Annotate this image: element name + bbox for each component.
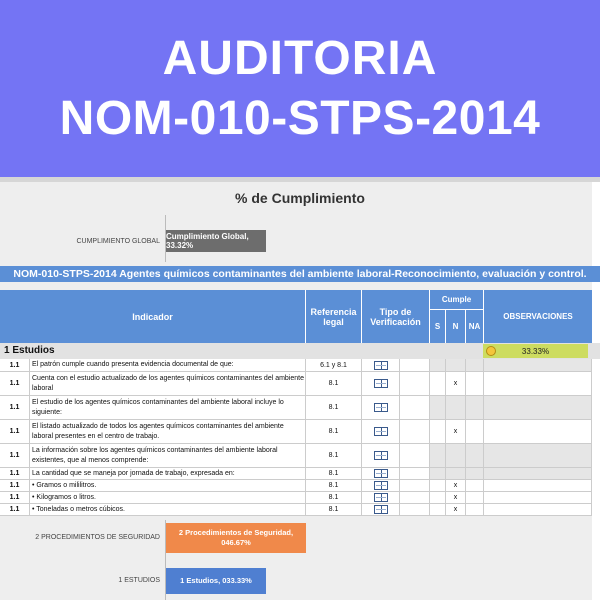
cumple-s-cell[interactable] xyxy=(430,359,446,371)
cumple-s-cell[interactable] xyxy=(430,396,446,419)
row-number: 1.1 xyxy=(0,444,30,467)
legal-reference: 8.1 xyxy=(306,444,362,467)
cumple-n-cell[interactable] xyxy=(446,444,466,467)
indicator-text: Cuenta con el estudio actualizado de los agentes químicos contaminantes del ambiente laboral xyxy=(30,372,306,395)
row-number: 1.1 xyxy=(0,468,30,479)
cumple-s-cell[interactable] xyxy=(430,480,446,491)
verification-extra xyxy=(400,504,430,515)
indicator-text: El patrón cumple cuando presenta evidencia documental de que: xyxy=(30,359,306,371)
bar-label-estudios: 1 ESTUDIOS xyxy=(118,577,160,584)
row-number: 1.1 xyxy=(0,396,30,419)
compliance-title: % de Cumplimiento xyxy=(235,190,365,206)
book-icon[interactable] xyxy=(374,361,388,370)
verification-type[interactable] xyxy=(362,396,400,419)
scroll-strip xyxy=(592,182,600,600)
cumple-s-cell[interactable] xyxy=(430,420,446,443)
book-icon[interactable] xyxy=(374,481,388,490)
cumple-na-cell[interactable] xyxy=(466,480,484,491)
legal-reference: 8.1 xyxy=(306,480,362,491)
cumple-na-cell[interactable] xyxy=(466,396,484,419)
header-referencia: Referencia legal xyxy=(306,290,362,343)
title-banner xyxy=(0,0,600,177)
header-s: S xyxy=(430,310,446,343)
observaciones-cell[interactable] xyxy=(484,396,592,419)
cumple-s-cell[interactable] xyxy=(430,372,446,395)
table-row xyxy=(0,492,592,504)
observaciones-cell[interactable] xyxy=(484,504,592,515)
table-row xyxy=(0,396,592,420)
legal-reference: 8.1 xyxy=(306,468,362,479)
book-icon[interactable] xyxy=(374,403,388,412)
cumple-n-cell[interactable] xyxy=(446,468,466,479)
section-title: 1 Estudios xyxy=(4,345,55,356)
book-icon[interactable] xyxy=(374,505,388,514)
verification-type[interactable] xyxy=(362,504,400,515)
verification-type[interactable] xyxy=(362,444,400,467)
row-number: 1.1 xyxy=(0,504,30,515)
header-observaciones: OBSERVACIONES xyxy=(484,290,592,343)
observaciones-cell[interactable] xyxy=(484,444,592,467)
bar-procedimientos: 2 Procedimientos de Seguridad, 046.67% xyxy=(166,523,306,553)
table-row xyxy=(0,359,592,372)
cumple-na-cell[interactable] xyxy=(466,504,484,515)
row-number: 1.1 xyxy=(0,492,30,503)
legal-reference: 8.1 xyxy=(306,372,362,395)
book-icon[interactable] xyxy=(374,451,388,460)
observaciones-cell[interactable] xyxy=(484,492,592,503)
header-n: N xyxy=(446,310,466,343)
row-number: 1.1 xyxy=(0,372,30,395)
cumple-na-cell[interactable] xyxy=(466,420,484,443)
verification-extra xyxy=(400,420,430,443)
verification-type[interactable] xyxy=(362,468,400,479)
table-row xyxy=(0,468,592,480)
observaciones-cell[interactable] xyxy=(484,420,592,443)
cumple-n-cell[interactable] xyxy=(446,359,466,371)
cumple-s-cell[interactable] xyxy=(430,492,446,503)
legal-reference: 8.1 xyxy=(306,504,362,515)
cumple-n-cell[interactable] xyxy=(446,396,466,419)
cumple-s-cell[interactable] xyxy=(430,468,446,479)
table-row xyxy=(0,444,592,468)
cumple-na-cell[interactable] xyxy=(466,444,484,467)
cumple-na-cell[interactable] xyxy=(466,492,484,503)
status-circle-icon xyxy=(486,346,496,356)
verification-type[interactable] xyxy=(362,372,400,395)
indicator-text: • Kilogramos o litros. xyxy=(30,492,306,503)
table-row xyxy=(0,480,592,492)
observaciones-cell[interactable] xyxy=(484,468,592,479)
cumple-na-cell[interactable] xyxy=(466,468,484,479)
observaciones-cell[interactable] xyxy=(484,359,592,371)
cumple-n-cell[interactable]: x xyxy=(446,492,466,503)
indicator-text: • Toneladas o metros cúbicos. xyxy=(30,504,306,515)
legal-reference: 8.1 xyxy=(306,396,362,419)
verification-extra xyxy=(400,468,430,479)
verification-extra xyxy=(400,372,430,395)
book-icon[interactable] xyxy=(374,493,388,502)
cumple-na-cell[interactable] xyxy=(466,359,484,371)
legal-reference: 8.1 xyxy=(306,420,362,443)
observaciones-cell[interactable] xyxy=(484,372,592,395)
book-icon[interactable] xyxy=(374,379,388,388)
verification-type[interactable] xyxy=(362,480,400,491)
table-row xyxy=(0,420,592,444)
verification-extra xyxy=(400,396,430,419)
legal-reference: 6.1 y 8.1 xyxy=(306,359,362,371)
cumple-n-cell[interactable]: x xyxy=(446,480,466,491)
cumple-n-cell[interactable]: x xyxy=(446,372,466,395)
section-row xyxy=(0,343,600,359)
section-percent xyxy=(483,344,588,358)
row-number: 1.1 xyxy=(0,420,30,443)
table-row xyxy=(0,504,592,516)
global-compliance-label: CUMPLIMIENTO GLOBAL xyxy=(76,238,160,245)
section-percent-value: 33.33% xyxy=(521,346,550,356)
bar-label-procedimientos: 2 PROCEDIMIENTOS DE SEGURIDAD xyxy=(35,534,160,541)
verification-extra xyxy=(400,480,430,491)
indicator-text: El listado actualizado de todos los agentes químicos contaminantes del ambiente laboral presentes en el centro de trabajo. xyxy=(30,420,306,443)
spreadsheet-area xyxy=(0,177,600,600)
verification-extra xyxy=(400,492,430,503)
banner-title-line2: NOM-010-STPS-2014 xyxy=(59,91,541,145)
indicator-text: • Gramos o mililitros. xyxy=(30,480,306,491)
indicator-text: La información sobre los agentes químicos contaminantes del ambiente laboral existentes, que al menos comprende: xyxy=(30,444,306,467)
verification-type[interactable] xyxy=(362,492,400,503)
cumple-n-cell[interactable]: x xyxy=(446,504,466,515)
banner-title-line1: AUDITORIA xyxy=(162,31,438,85)
indicator-text: El estudio de los agentes químicos contaminantes del ambiente laboral incluye lo siguiente: xyxy=(30,396,306,419)
header-cumple: Cumple xyxy=(430,290,484,310)
legal-reference: 8.1 xyxy=(306,492,362,503)
book-icon[interactable] xyxy=(374,427,388,436)
cumple-s-cell[interactable] xyxy=(430,444,446,467)
indicator-text: La cantidad que se maneja por jornada de trabajo, expresada en: xyxy=(30,468,306,479)
header-tipo-verificacion: Tipo de Verificación xyxy=(362,290,430,343)
verification-extra xyxy=(400,359,430,371)
verification-type[interactable] xyxy=(362,420,400,443)
cumple-n-cell[interactable]: x xyxy=(446,420,466,443)
cumple-na-cell[interactable] xyxy=(466,372,484,395)
verification-type[interactable] xyxy=(362,359,400,371)
nom-title-bar: NOM-010-STPS-2014 Agentes químicos contaminantes del ambiente laboral-Reconocimiento, evaluación y control. xyxy=(0,266,600,282)
book-icon[interactable] xyxy=(374,469,388,478)
row-number: 1.1 xyxy=(0,480,30,491)
observaciones-cell[interactable] xyxy=(484,480,592,491)
global-compliance-bar: Cumplimiento Global, 33.32% xyxy=(166,230,266,252)
header-indicador: Indicador xyxy=(0,290,306,343)
cumple-s-cell[interactable] xyxy=(430,504,446,515)
row-number: 1.1 xyxy=(0,359,30,371)
table-row xyxy=(0,372,592,396)
header-na: NA xyxy=(466,310,484,343)
verification-extra xyxy=(400,444,430,467)
bar-estudios: 1 Estudios, 033.33% xyxy=(166,568,266,594)
